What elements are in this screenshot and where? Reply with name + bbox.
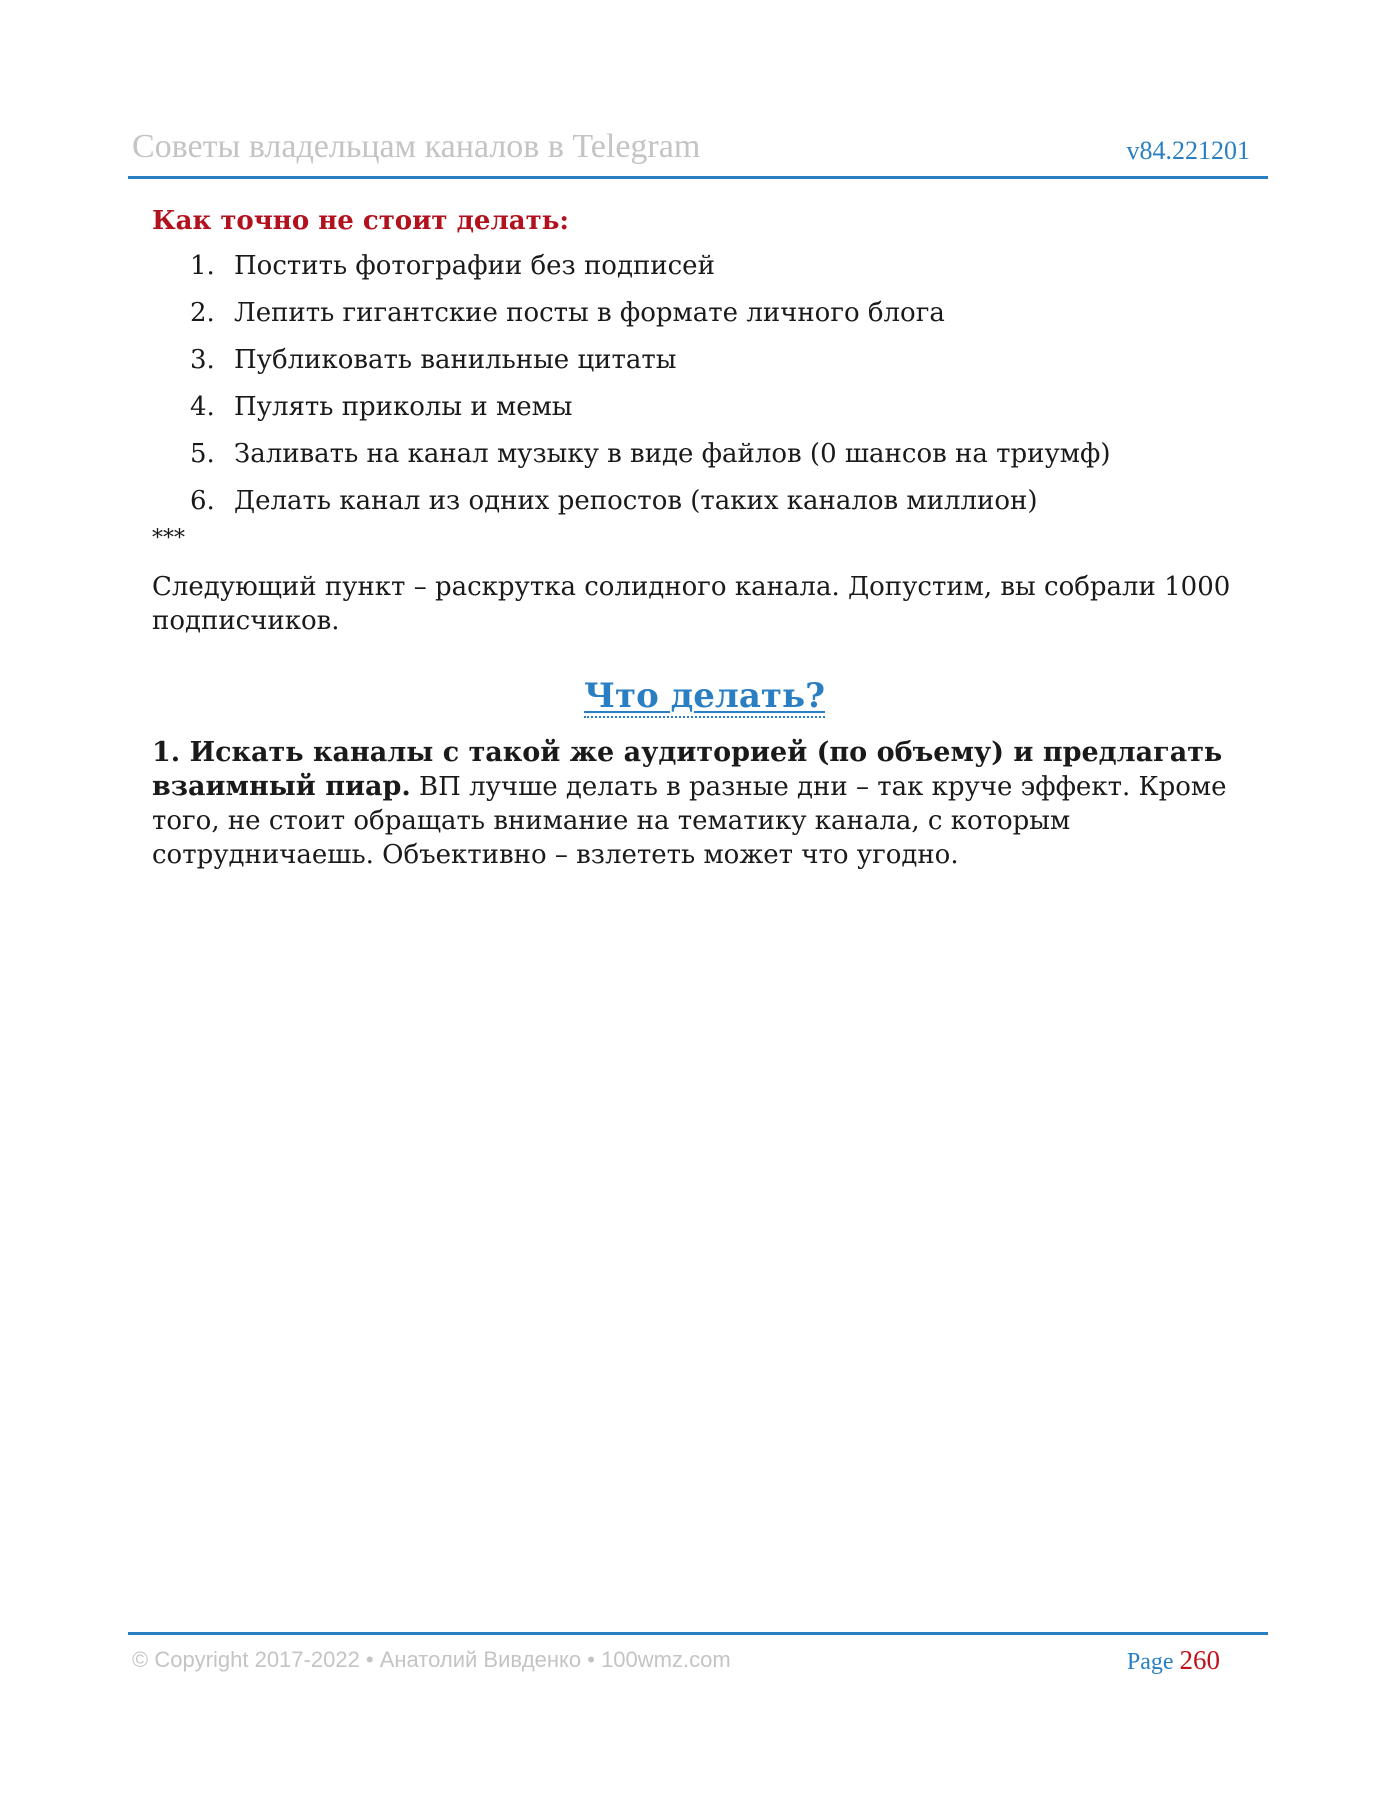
list-number: 6. xyxy=(190,486,215,516)
list-number: 4. xyxy=(190,392,215,422)
page-header xyxy=(128,128,1268,179)
warning-heading: Как точно не стоит делать: xyxy=(152,206,569,236)
list-item xyxy=(152,342,1257,378)
list-text: Лепить гигантские посты в формате личного блога xyxy=(234,298,945,328)
dont-list xyxy=(152,248,1257,519)
list-number: 3. xyxy=(190,345,215,375)
section-heading xyxy=(152,674,1257,718)
page-number: 260 xyxy=(1179,1645,1220,1675)
tip-paragraph xyxy=(152,736,1257,872)
section-heading-link[interactable]: Что делать? xyxy=(584,676,825,716)
list-number: 1. xyxy=(190,251,215,281)
page-label: Page xyxy=(1126,1649,1174,1675)
header-version: v84.221201 xyxy=(1126,136,1250,165)
list-text: Делать канал из одних репостов (таких каналов миллион) xyxy=(234,486,1038,516)
list-item xyxy=(152,389,1257,425)
list-item xyxy=(152,436,1257,472)
list-item xyxy=(152,295,1257,331)
list-text: Публиковать ванильные цитаты xyxy=(234,345,677,375)
body-paragraph: Следующий пункт – раскрутка солидного канала. Допустим, вы собрали 1000 подписчиков. xyxy=(152,572,1231,636)
page-content xyxy=(152,200,1257,872)
list-item xyxy=(152,483,1257,519)
list-number: 5. xyxy=(190,439,215,469)
tip-bold-lead: 1. Искать каналы с такой же аудиторией (по объему) и предлагать взаимный пиар. xyxy=(152,737,1223,802)
list-item xyxy=(152,248,1257,284)
list-text: Пулять приколы и мемы xyxy=(234,392,573,422)
list-text: Заливать на канал музыку в виде файлов (0 шансов на триумф) xyxy=(234,439,1111,469)
section-separator: *** xyxy=(152,526,185,551)
tip-body-text: ВП лучше делать в разные дни – так круче эффект. Кроме того, не стоит обращать внимание на тематику канала, с которым сотрудничаешь. Объективно – взлететь может что угодно. xyxy=(152,772,1227,870)
footer-copyright: © Copyright 2017-2022 • Анатолий Вивденко • 100wmz.com xyxy=(132,1647,731,1672)
list-text: Постить фотографии без подписей xyxy=(234,251,715,281)
list-number: 2. xyxy=(190,298,215,328)
header-title: Советы владельцам каналов в Telegram xyxy=(132,128,701,165)
footer-page-indicator xyxy=(1127,1645,1220,1676)
page-footer xyxy=(128,1632,1268,1695)
